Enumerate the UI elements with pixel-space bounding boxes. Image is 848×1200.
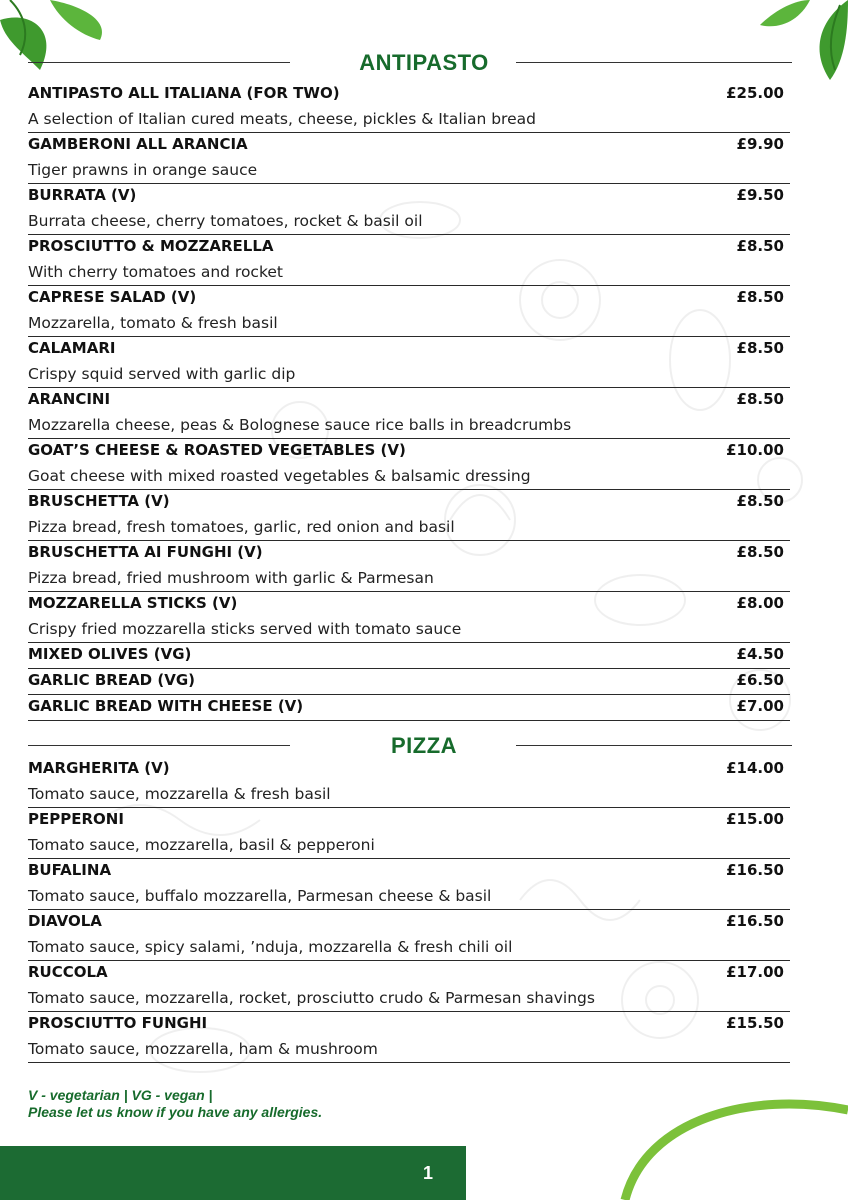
menu-item bbox=[28, 286, 790, 337]
item-price: £15.00 bbox=[726, 810, 784, 828]
menu-item bbox=[28, 643, 790, 669]
menu-item bbox=[28, 859, 790, 910]
item-description: Tiger prawns in orange sauce bbox=[28, 161, 258, 179]
item-price: £8.50 bbox=[736, 390, 784, 408]
item-name: RUCCOLA bbox=[28, 963, 108, 981]
item-description: Tomato sauce, mozzarella, basil & pepperoni bbox=[28, 836, 375, 854]
item-description: Mozzarella cheese, peas & Bolognese sauce rice balls in breadcrumbs bbox=[28, 416, 572, 434]
item-price: £8.50 bbox=[736, 492, 784, 510]
item-description: With cherry tomatoes and rocket bbox=[28, 263, 283, 281]
item-description: Mozzarella, tomato & fresh basil bbox=[28, 314, 278, 332]
item-description: A selection of Italian cured meats, cheese, pickles & Italian bread bbox=[28, 110, 536, 128]
item-description: Crispy fried mozzarella sticks served with tomato sauce bbox=[28, 620, 462, 638]
pizza-section-header bbox=[0, 733, 848, 759]
item-name: PROSCIUTTO FUNGHI bbox=[28, 1014, 208, 1032]
item-price: £4.50 bbox=[736, 645, 784, 663]
item-price: £9.90 bbox=[736, 135, 784, 153]
menu-item bbox=[28, 82, 790, 133]
menu-item bbox=[28, 808, 790, 859]
allergy-notice: Please let us know if you have any allergies. bbox=[28, 1104, 323, 1120]
menu-item bbox=[28, 1012, 790, 1063]
item-name: MOZZARELLA STICKS (V) bbox=[28, 594, 238, 612]
menu-item bbox=[28, 337, 790, 388]
item-name: GARLIC BREAD WITH CHEESE (V) bbox=[28, 697, 304, 715]
item-name: CALAMARI bbox=[28, 339, 116, 357]
item-price: £8.50 bbox=[736, 543, 784, 561]
item-name: PEPPERONI bbox=[28, 810, 124, 828]
item-description: Tomato sauce, mozzarella & fresh basil bbox=[28, 785, 331, 803]
item-description: Pizza bread, fried mushroom with garlic & Parmesan bbox=[28, 569, 434, 587]
item-price: £14.00 bbox=[726, 759, 784, 777]
item-name: MARGHERITA (V) bbox=[28, 759, 170, 777]
menu-item bbox=[28, 184, 790, 235]
item-price: £8.00 bbox=[736, 594, 784, 612]
menu-item bbox=[28, 695, 790, 721]
page-number: 1 bbox=[422, 1163, 433, 1183]
item-price: £15.50 bbox=[726, 1014, 784, 1032]
menu-item bbox=[28, 133, 790, 184]
dietary-legend: V - vegetarian | VG - vegan | bbox=[28, 1087, 213, 1103]
item-description: Burrata cheese, cherry tomatoes, rocket & basil oil bbox=[28, 212, 423, 230]
item-name: BRUSCHETTA (V) bbox=[28, 492, 170, 510]
item-description: Goat cheese with mixed roasted vegetables & balsamic dressing bbox=[28, 467, 531, 485]
item-price: £9.50 bbox=[736, 186, 784, 204]
item-price: £8.50 bbox=[736, 237, 784, 255]
item-name: BURRATA (V) bbox=[28, 186, 137, 204]
item-name: BUFALINA bbox=[28, 861, 112, 879]
item-price: £16.50 bbox=[726, 861, 784, 879]
item-name: CAPRESE SALAD (V) bbox=[28, 288, 197, 306]
menu-item bbox=[28, 388, 790, 439]
item-name: GOAT’S CHEESE & ROASTED VEGETABLES (V) bbox=[28, 441, 406, 459]
menu-item bbox=[28, 235, 790, 286]
menu-item bbox=[28, 910, 790, 961]
antipasto-title: ANTIPASTO bbox=[359, 50, 489, 75]
item-description: Pizza bread, fresh tomatoes, garlic, red onion and basil bbox=[28, 518, 455, 536]
item-price: £8.50 bbox=[736, 339, 784, 357]
item-name: ANTIPASTO ALL ITALIANA (FOR TWO) bbox=[28, 84, 340, 102]
menu-item bbox=[28, 757, 790, 808]
item-name: BRUSCHETTA AI FUNGHI (V) bbox=[28, 543, 263, 561]
item-description: Tomato sauce, mozzarella, rocket, prosciutto crudo & Parmesan shavings bbox=[28, 989, 595, 1007]
item-description: Tomato sauce, buffalo mozzarella, Parmesan cheese & basil bbox=[28, 887, 492, 905]
menu-item bbox=[28, 961, 790, 1012]
item-name: MIXED OLIVES (VG) bbox=[28, 645, 192, 663]
item-price: £10.00 bbox=[726, 441, 784, 459]
item-name: PROSCIUTTO & MOZZARELLA bbox=[28, 237, 274, 255]
item-price: £25.00 bbox=[726, 84, 784, 102]
item-name: GAMBERONI ALL ARANCIA bbox=[28, 135, 248, 153]
antipasto-section-header bbox=[0, 50, 848, 76]
menu-item bbox=[28, 592, 790, 643]
item-price: £8.50 bbox=[736, 288, 784, 306]
menu-item bbox=[28, 490, 790, 541]
item-name: DIAVOLA bbox=[28, 912, 102, 930]
dietary-notes bbox=[28, 1087, 322, 1121]
pizza-title: PIZZA bbox=[390, 733, 458, 758]
item-name: ARANCINI bbox=[28, 390, 111, 408]
item-description: Tomato sauce, mozzarella, ham & mushroom bbox=[28, 1040, 378, 1058]
menu-item bbox=[28, 439, 790, 490]
pizza-menu-list bbox=[28, 757, 790, 1063]
item-price: £6.50 bbox=[736, 671, 784, 689]
antipasto-menu-list bbox=[28, 82, 790, 721]
item-price: £7.00 bbox=[736, 697, 784, 715]
item-price: £17.00 bbox=[726, 963, 784, 981]
menu-item bbox=[28, 541, 790, 592]
item-description: Tomato sauce, spicy salami, ’nduja, mozzarella & fresh chili oil bbox=[28, 938, 513, 956]
item-name: GARLIC BREAD (VG) bbox=[28, 671, 195, 689]
item-price: £16.50 bbox=[726, 912, 784, 930]
menu-item bbox=[28, 669, 790, 695]
item-description: Crispy squid served with garlic dip bbox=[28, 365, 296, 383]
